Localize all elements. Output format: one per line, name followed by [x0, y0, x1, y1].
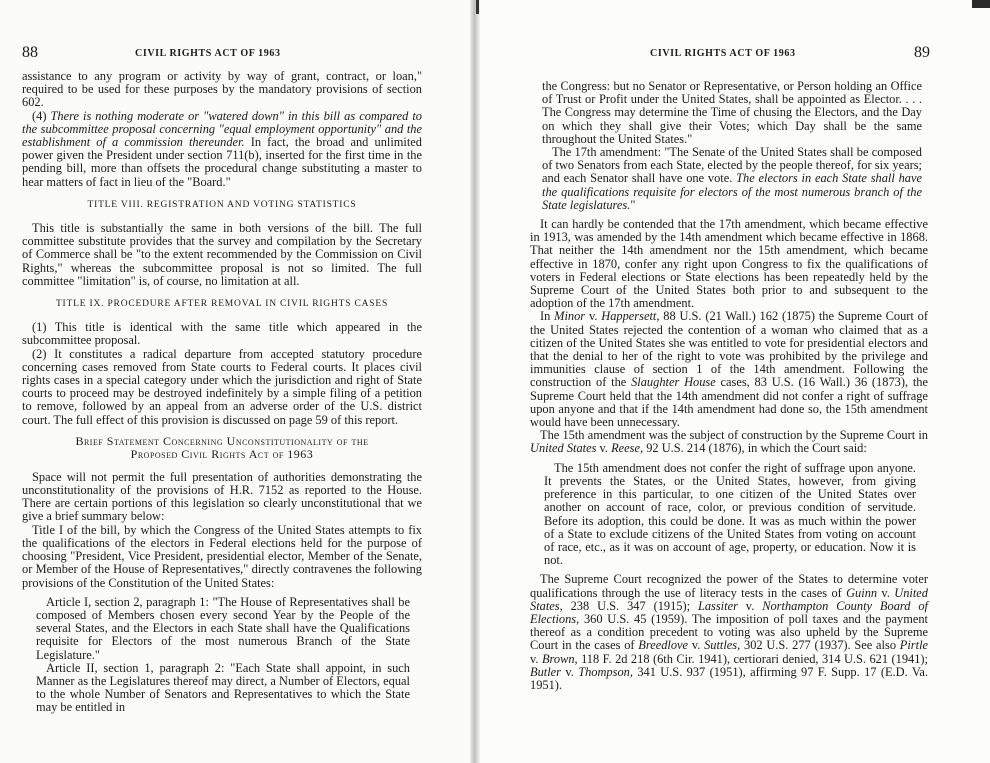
amendment-17-text: The 17th amendment: "The Senate of the United States shall be composed of two Senators from each State, elected by the people thereof, for six years; and each Senator shall have one vote. [542, 145, 922, 186]
point-4-label: (4) [32, 108, 51, 123]
final-h: v. [530, 651, 542, 666]
contended-paragraph: It can hardly be contended that the 17th amendment, which became effective in 1913, was amended by the 14th amendment which became effective in 1868. That neither the 14th amendment nor the 15th amendment, which became effective in 1870, confer any right upon Congress to fix the qualifications of voters in Federal elections or State elections has been repeatedly held by the Supreme Court of the United States both prior to and subsequent to the adoption of the 17th amendment. [530, 217, 928, 311]
final-e: 360 U.S. 45 (1959). The imposition of poll taxes and the payment thereof as a condition precedent to voting was also upheld by the Supreme Court in the cases of [530, 611, 928, 653]
case-butler: Butler [530, 664, 561, 679]
point-4-paragraph [22, 110, 422, 189]
final-j: v. [560, 664, 579, 679]
point-4-italic: There is nothing moderate or "watered down" in this bill as compared to the subcommittee proposal concerning "equal employment opportunity" and the establishment of a commission thereunder. [22, 108, 422, 150]
final-paragraph [530, 573, 928, 692]
case-thompson: Thompson, [578, 664, 633, 679]
right-page-number: 89 [914, 44, 930, 61]
case-guinn: Guinn [846, 585, 878, 600]
title-8-paragraph: This title is substantially the same in both versions of the bill. The full committee substitute provides that the survey and compilation by the Secretary of Commerce shall be "to the extent recommended by the Commission on Civil Rights," whereas the subcommittee proposal is not so limited. The full committee "limitation" is, of course, no limitation at all. [22, 221, 422, 288]
binding-mark [476, 0, 479, 14]
brief-heading-line-1: Brief Statement Concerning Unconstitutionality of the [75, 433, 369, 448]
reese-paragraph [530, 429, 928, 455]
amendment-17-italic: The electors in each State shall have the qualifications requisite for electors of the most numerous branch of the State legislatures. [542, 171, 922, 212]
case-united-states: United States [530, 441, 597, 456]
final-b: v. [877, 585, 895, 600]
case-suttles: Suttles, [704, 638, 741, 653]
title-1-paragraph: Title I of the bill, by which the Congress of the United States attempts to fix the qualifications of the electors in Federal elections held for the purpose of choosing "President, Vice President, presidential elector, Member of the Senate, or Member of the House of Representatives," directly contravenes the following provisions of the Constitution of the United States: [22, 522, 422, 590]
right-text-column [530, 80, 928, 692]
title-9-point-1: (1) This title is identical with the same title which appeared in the subcommittee proposal. [22, 320, 422, 348]
final-g: 302 U.S. 277 (1937). See also [740, 638, 900, 653]
case-happersett: Happersett, [601, 309, 660, 324]
book-gutter [470, 0, 480, 763]
amendment-17-close: " [630, 197, 636, 212]
title-9-point-2: (2) It constitutes a radical departure from accepted statutory procedure concerning cases removed from State courts to Federal courts. It places civil rights cases in a special category under which the jurisdiction and right of State courts to proceed may be destroyed indefinitely by a simple filing of a petition to remove, followed by an appeal from an adverse order of the U.S. district court. The full effect of this provision is discussed on page 59 of this report. [22, 346, 422, 427]
reese-v: v. [596, 441, 612, 456]
final-f: v. [688, 638, 705, 653]
case-pirtle: Pirtle [899, 638, 929, 653]
left-running-title: CIVIL RIGHTS ACT OF 1963 [135, 48, 281, 59]
brief-heading-line-2: Proposed Civil Rights Act of 1963 [130, 446, 314, 461]
case-northampton: Northampton County Board of Elections, [530, 598, 928, 626]
case-brown: Brown, [541, 651, 578, 666]
left-page-number: 88 [22, 44, 38, 61]
title-9-heading: TITLE IX. PROCEDURE AFTER REMOVAL IN CIVIL RIGHTS CASES [55, 299, 389, 310]
brief-statement-heading [22, 435, 422, 461]
title-8-heading: TITLE VIII. REGISTRATION AND VOTING STATISTICS [87, 199, 357, 210]
left-page [0, 0, 470, 763]
reese-tail: 92 U.S. 214 (1876), in which the Court said: [643, 441, 867, 456]
minor-end: cases, 83 U.S. (16 Wall.) 36 (1873), the Supreme Court held that the 14th amendment did not confer a right of suffrage upon anyone and that if the 14th amendment had done so, the 15th amendment would have been unnecessary. [530, 375, 928, 430]
article-1-quote: Article I, section 2, paragraph 1: "The House of Representatives shall be composed of Members chosen every second Year by the People of the several States, and the Electors in each State shall have the Qualifications requisite for Electors of the most numerous Branch of the State Legislature." [36, 594, 410, 662]
case-slaughter-house: Slaughter House [631, 375, 716, 390]
right-page [480, 0, 990, 763]
amendment-17-quote [542, 146, 928, 212]
final-a: The Supreme Court recognized the power of the States to determine voter qualifications through the use of literacy tests in the cases of [530, 572, 928, 600]
scan-corner-mark [972, 0, 990, 8]
minor-v: v. [585, 309, 602, 324]
case-breedlove: Breedlove [638, 638, 689, 653]
article-2-quote-continued: the Congress: but no Senator or Representative, or Person holding an Office of Trust or Profit under the United States, shall be appointed as Elector. . . . The Congress may determine the Time of chusing the Electors, and the Day on which they shall give their Votes; which Day shall be the same throughout the United States." [542, 79, 922, 146]
intro-paragraph: assistance to any program or activity by way of grant, contract, or loan," required to be used for these purposes by the mandatory provisions of section 602. [22, 69, 422, 110]
case-minor: Minor [554, 309, 586, 324]
case-reese: Reese, [611, 441, 644, 456]
space-paragraph: Space will not permit the full presentation of authorities demonstrating the unconstitutionality of the provisions of H.R. 7152 as reported to the House. There are certain portions of this legislation so clearly unconstitutional that we give a brief summary below: [22, 469, 422, 524]
case-guinn-us: United States, [530, 585, 928, 613]
minor-middle: 88 U.S. (21 Wall.) 162 (1875) the Supreme Court of the United States rejected the contention of a woman who claimed that as a citizen of the United States she was entitled to vote for presidential electors and that the denial to her of the right to vote was prohibited by the privilege and immunities clause of section 1 of the 14th amendment. Following the construction of the [530, 309, 929, 390]
left-text-column [22, 70, 422, 715]
minor-in: In [540, 309, 555, 324]
final-i: 118 F. 2d 218 (6th Cir. 1941), certiorari denied, 314 U.S. 621 (1941); [577, 651, 928, 666]
final-k: 341 U.S. 937 (1951), affirming 97 F. Supp. 17 (E.D. Va. 1951). [530, 664, 928, 692]
point-4-rest: In fact, the broad and unlimited power given the President under section 711(b), inserted for the first time in the pending bill, more than offsets the procedural change substituting a master to hear matters of fact in lieu of the "Board." [22, 135, 422, 189]
reese-lead: The 15th amendment was the subject of construction by the Supreme Court in [540, 428, 928, 443]
minor-paragraph [530, 310, 928, 429]
case-lassiter: Lassiter [697, 598, 738, 613]
final-c: 238 U.S. 347 (1915); [562, 598, 698, 613]
reese-block-quote: The 15th amendment does not confer the right of suffrage upon anyone. It prevents the States, or the United States, however, from giving preference in this particular, to one citizen of the United States over another on account of race, color, or previous condition of servitude. Before its adoption, this could be done. It was as much within the power of a State to exclude citizens of the United States from voting on account of race, etc., as it was on account of age, property, or education. Now it is not. [544, 460, 916, 568]
article-2-quote: Article II, section 1, paragraph 2: "Each State shall appoint, in such Manner as the Legislatures thereof may direct, a Number of Electors, equal to the whole Number of Senators and Representatives to which the State may be entitled in [36, 660, 410, 715]
right-running-title: CIVIL RIGHTS ACT OF 1963 [650, 48, 796, 59]
final-d: v. [737, 598, 763, 613]
